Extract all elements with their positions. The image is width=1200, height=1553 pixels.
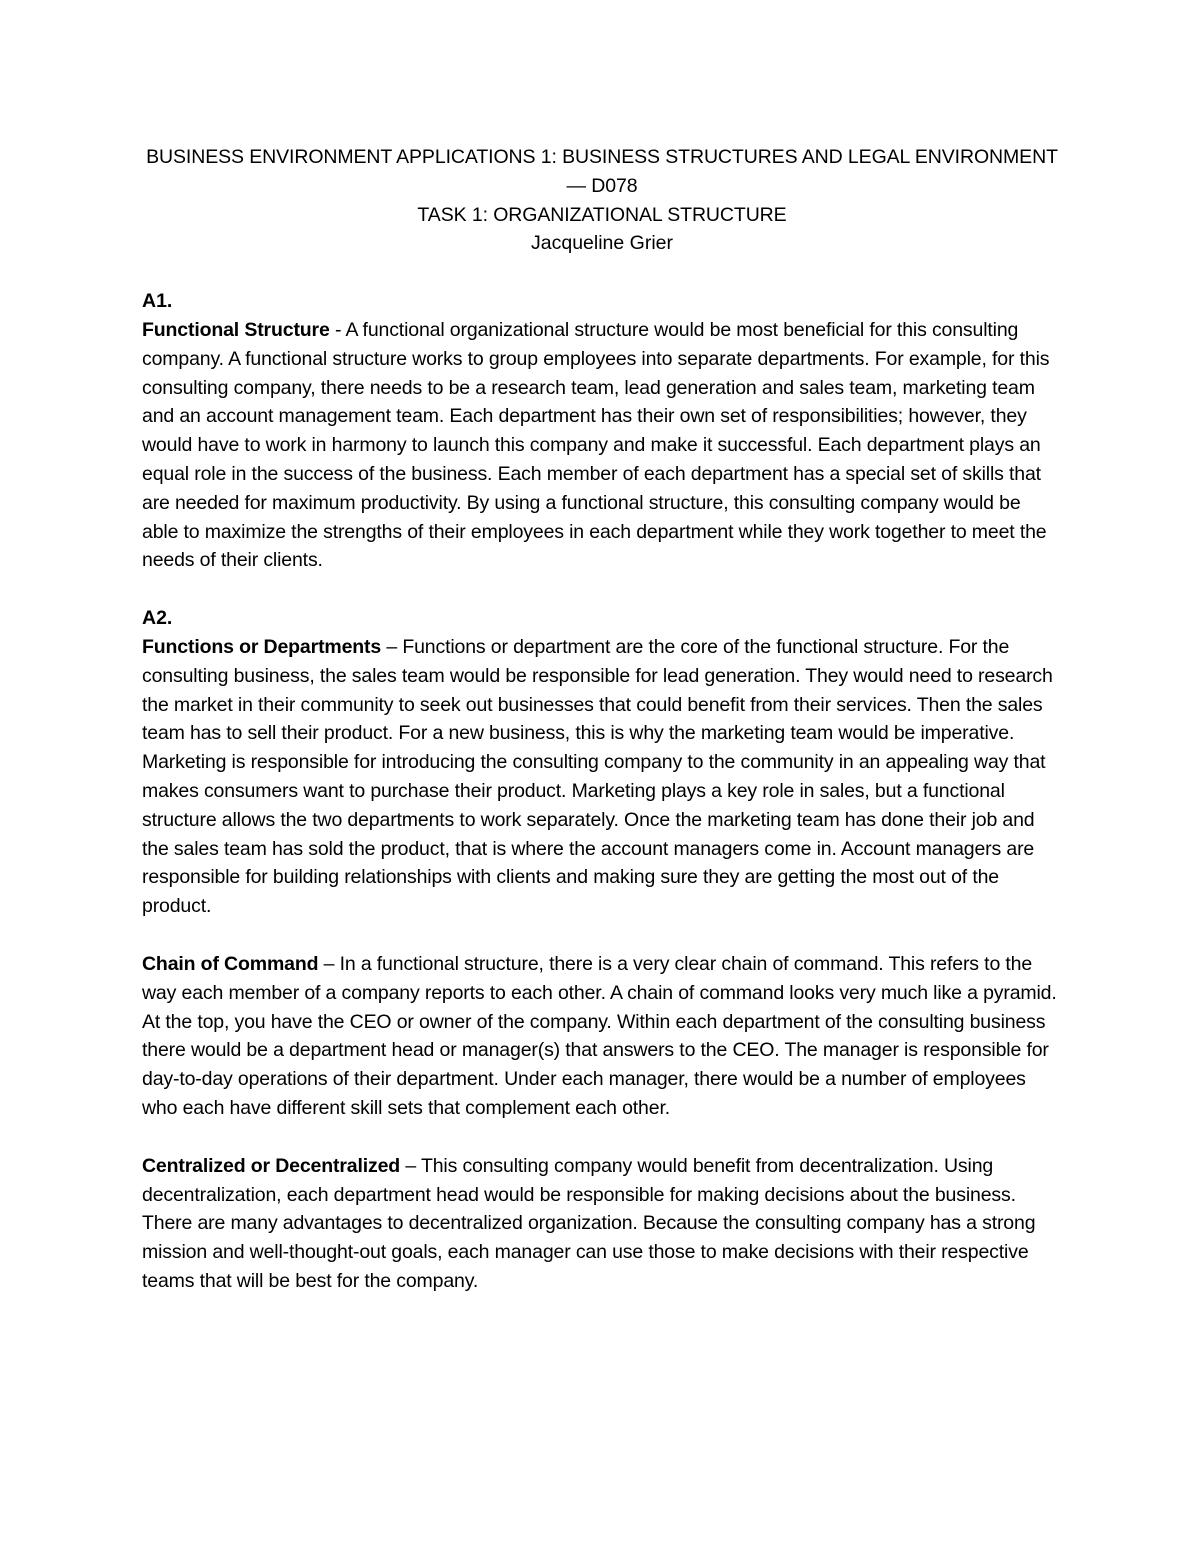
term-separator: -	[329, 318, 346, 341]
section-label-a2: A2.	[142, 607, 173, 630]
term-functions-or-departments: Functions or Departments	[142, 635, 382, 658]
paragraph-centralized-or-decentralized	[142, 1152, 1062, 1296]
term-functional-structure: Functional Structure	[142, 318, 330, 341]
section-a2	[142, 604, 1062, 1296]
term-separator: –	[318, 952, 340, 975]
paragraph-text: Functions or department are the core of the functional structure. For the consulting business, the sales team would be responsible for lead generation. They would need to research the market in their community to seek out businesses that could benefit from their services. Then the sales team has to sell their product. For a new business, this is why the marketing team would be imperative. Marketing is responsible for introducing the consulting company to the community in an appealing way that makes consumers want to purchase their product. Marketing plays a key role in sales, but a functional structure allows the two departments to work separately. Once the marketing team has done their job and the sales team has sold the product, that is where the account managers come in. Account managers are responsible for building relationships with clients and making sure they are getting the most out of the product.	[142, 635, 1053, 918]
section-label-a1: A1.	[142, 290, 173, 313]
term-centralized-or-decentralized: Centralized or Decentralized	[142, 1154, 401, 1177]
task-title: TASK 1: ORGANIZATIONAL STRUCTURE	[417, 203, 787, 226]
section-a1	[142, 287, 1062, 575]
paragraph-functional-structure	[142, 316, 1062, 575]
term-separator: –	[400, 1154, 421, 1177]
course-title-line-2: — D078	[566, 174, 638, 197]
document-body	[142, 143, 1062, 1296]
paragraph-text: A functional organizational structure would be most beneficial for this consulting company. A functional structure works to group employees into separate departments. For example, for this consulting company, there needs to be a research team, lead generation and sales team, marketing team and an account management team. Each department has their own set of responsibilities; however, they would have to work in harmony to launch this company and make it successful. Each department plays an equal role in the success of the business. Each member of each department has a special set of skills that are needed for maximum productivity. By using a functional structure, this consulting company would be able to maximize the strengths of their employees in each department while they work together to meet the needs of their clients.	[142, 318, 1050, 572]
paragraph-chain-of-command	[142, 950, 1062, 1123]
paragraph-text: This consulting company would benefit from decentralization. Using decentralization, each department head would be responsible for making decisions about the business. There are many advantages to decentralized organization. Because the consulting company has a strong mission and well-thought-out goals, each manager can use those to make decisions with their respective teams that will be best for the company.	[142, 1154, 1036, 1292]
paragraph-text: In a functional structure, there is a very clear chain of command. This refers to the way each member of a company reports to each other. A chain of command looks very much like a pyramid. At the top, you have the CEO or owner of the company. Within each department of the consulting business there would be a department head or manager(s) that answers to the CEO. The manager is responsible for day-to-day operations of their department. Under each manager, there would be a number of employees who each have different skill sets that complement each other.	[142, 952, 1057, 1119]
paragraph-functions-or-departments	[142, 633, 1062, 921]
author-name: Jacqueline Grier	[531, 232, 673, 255]
course-title-line-1: BUSINESS ENVIRONMENT APPLICATIONS 1: BUSINESS STRUCTURES AND LEGAL ENVIRONMENT	[146, 146, 1058, 168]
term-separator: –	[381, 635, 403, 658]
term-chain-of-command: Chain of Command	[142, 952, 319, 975]
document-header	[142, 143, 1062, 258]
